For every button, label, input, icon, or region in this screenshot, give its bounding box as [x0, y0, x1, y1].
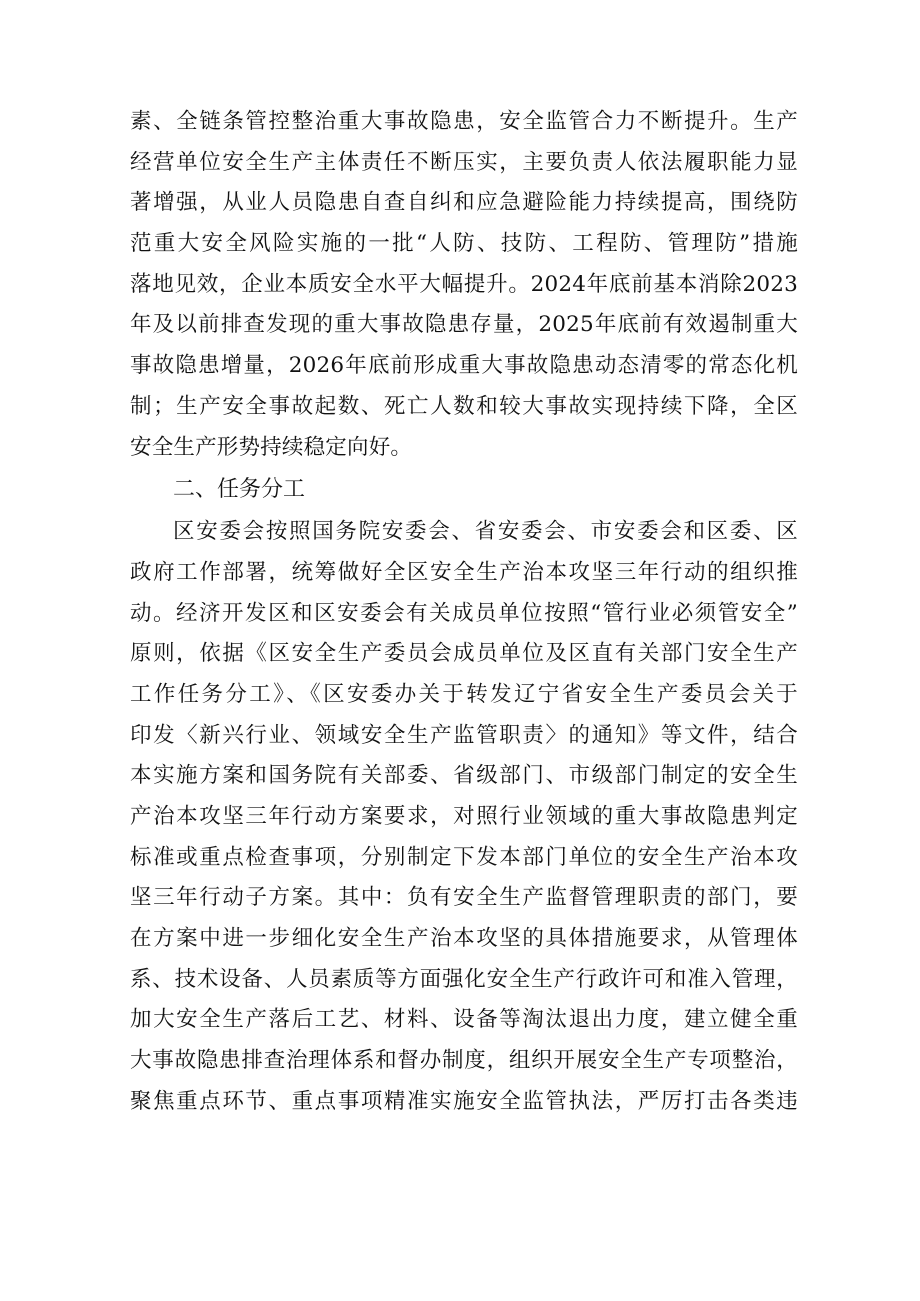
paragraph-line: 经营单位安全生产主体责任不断压实，主要负责人依法履职能力显 [130, 149, 798, 175]
section-heading: 二、任务分工 [173, 477, 306, 503]
paragraph-line: 工作任务分工》、《区安委办关于转发辽宁省安全生产委员会关于 [130, 681, 798, 707]
paragraph-line: 范重大安全风险实施的一批“人防、技防、工程防、管理防”措施 [130, 231, 798, 257]
paragraph-line: 产治本攻坚三年行动方案要求，对照行业领域的重大事故隐患判定 [130, 804, 798, 829]
paragraph-line: 区安委会按照国务院安委会、省安委会、市安委会和区委、区 [173, 519, 798, 545]
paragraph-line: 坚三年行动子方案。其中：负有安全生产监督管理职责的部门，要 [130, 885, 798, 911]
paragraph-line: 事故隐患增量，2026年底前形成重大事故隐患动态清零的常态化机 [130, 353, 798, 379]
paragraph-line: 安全生产形势持续稳定向好。 [130, 434, 413, 460]
paragraph-line: 大事故隐患排查治理体系和督办制度，组织开展安全生产专项整治， [130, 1048, 798, 1074]
paragraph-line: 加大安全生产落后工艺、材料、设备等淘汰退出力度，建立健全重 [130, 1007, 798, 1033]
paragraph-line: 年及以前排查发现的重大事故隐患存量，2025年底前有效遏制重大 [130, 312, 798, 338]
paragraph-line: 著增强，从业人员隐患自查自纠和应急避险能力持续提高，围绕防 [130, 190, 798, 216]
paragraph-line: 制；生产安全事故起数、死亡人数和较大事故实现持续下降，全区 [130, 393, 798, 419]
paragraph-line: 聚焦重点环节、重点事项精准实施安全监管执法，严厉打击各类违 [130, 1088, 798, 1114]
paragraph-line: 系、技术设备、人员素质等方面强化安全生产行政许可和准入管理， [130, 966, 798, 992]
paragraph-line: 本实施方案和国务院有关部委、省级部门、市级部门制定的安全生 [130, 763, 798, 789]
paragraph-line: 动。经济开发区和区安委会有关成员单位按照“管行业必须管安全” [130, 600, 798, 626]
document-body [130, 102, 798, 1123]
paragraph-line: 标准或重点检查事项，分别制定下发本部门单位的安全生产治本攻 [130, 844, 798, 870]
paragraph-line: 在方案中进一步细化安全生产治本攻坚的具体措施要求，从管理体 [130, 926, 798, 952]
paragraph-line: 素、全链条管控整治重大事故隐患，安全监管合力不断提升。生产 [130, 109, 798, 134]
paragraph-line: 原则，依据《区安全生产委员会成员单位及区直有关部门安全生产 [130, 641, 798, 667]
paragraph-line: 印发〈新兴行业、领域安全生产监管职责〉的通知》等文件，结合 [130, 722, 798, 748]
paragraph-line: 落地见效，企业本质安全水平大幅提升。2024年底前基本消除2023 [130, 271, 798, 297]
paragraph-line: 政府工作部署，统筹做好全区安全生产治本攻坚三年行动的组织推 [130, 559, 798, 585]
